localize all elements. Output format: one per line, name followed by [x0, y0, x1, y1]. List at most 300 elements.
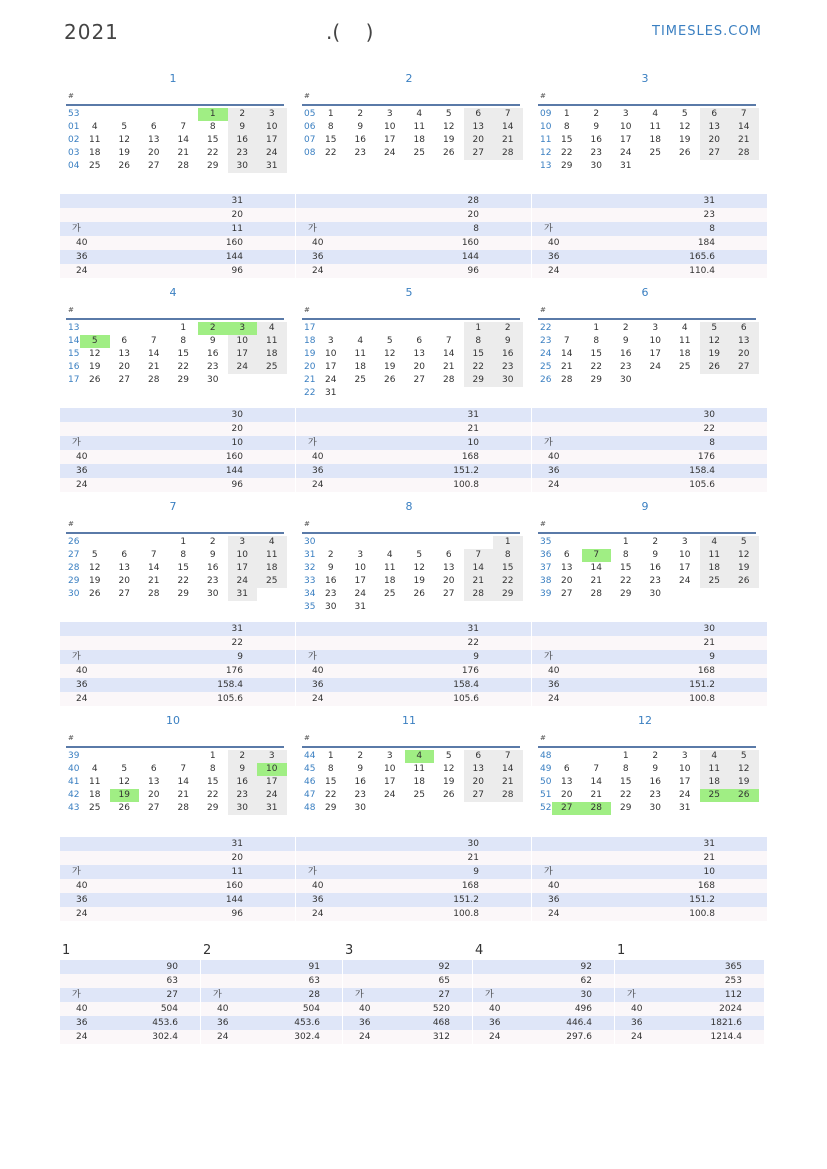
day-cell[interactable]: 17: [679, 563, 691, 573]
day-cell[interactable]: 1: [593, 323, 600, 333]
day-cell[interactable]: [464, 601, 494, 614]
day-cell[interactable]: 25: [649, 148, 661, 158]
day-cell[interactable]: 23: [228, 147, 258, 160]
day-cell[interactable]: [729, 588, 759, 601]
day-cell[interactable]: 24: [257, 789, 287, 802]
day-cell[interactable]: 24: [228, 361, 258, 374]
day-cell[interactable]: [80, 536, 110, 549]
day-cell[interactable]: [316, 536, 346, 549]
day-cell[interactable]: 20: [464, 134, 494, 147]
day-cell[interactable]: 30: [228, 802, 258, 815]
day-cell[interactable]: 1: [180, 537, 187, 547]
day-cell[interactable]: 3: [622, 109, 629, 119]
day-cell[interactable]: 10: [354, 563, 366, 573]
day-cell[interactable]: 7: [180, 122, 187, 132]
day-cell[interactable]: 5: [729, 750, 759, 763]
day-cell[interactable]: 7: [493, 750, 523, 763]
day-cell[interactable]: [257, 588, 287, 601]
day-cell[interactable]: 5: [121, 764, 128, 774]
day-cell[interactable]: 2: [652, 537, 659, 547]
day-cell[interactable]: 11: [89, 135, 101, 145]
day-cell[interactable]: 2: [652, 751, 659, 761]
day-cell[interactable]: 20: [148, 790, 160, 800]
day-cell[interactable]: 22: [207, 148, 219, 158]
day-cell[interactable]: 12: [118, 777, 130, 787]
day-cell[interactable]: 5: [445, 109, 452, 119]
day-cell[interactable]: 30: [649, 803, 661, 813]
day-cell[interactable]: 4: [91, 122, 98, 132]
day-cell[interactable]: 11: [257, 335, 287, 348]
day-cell[interactable]: 30: [325, 602, 337, 612]
day-cell[interactable]: 27: [148, 161, 160, 171]
holiday-day-cell[interactable]: 27: [552, 802, 582, 815]
day-cell[interactable]: 6: [700, 108, 730, 121]
day-cell[interactable]: 15: [590, 349, 602, 359]
day-cell[interactable]: [493, 387, 523, 400]
day-cell[interactable]: 17: [257, 134, 287, 147]
day-cell[interactable]: 13: [118, 563, 130, 573]
day-cell[interactable]: 6: [464, 750, 494, 763]
day-cell[interactable]: 3: [681, 751, 688, 761]
day-cell[interactable]: 13: [729, 335, 759, 348]
day-cell[interactable]: 14: [493, 121, 523, 134]
day-cell[interactable]: 30: [649, 589, 661, 599]
day-cell[interactable]: 25: [700, 575, 730, 588]
day-cell[interactable]: [729, 160, 759, 173]
day-cell[interactable]: 28: [729, 147, 759, 160]
day-cell[interactable]: 11: [413, 122, 425, 132]
day-cell[interactable]: 31: [325, 388, 337, 398]
day-cell[interactable]: 25: [257, 361, 287, 374]
day-cell[interactable]: 2: [357, 109, 364, 119]
day-cell[interactable]: 17: [228, 562, 258, 575]
day-cell[interactable]: [670, 160, 700, 173]
day-cell[interactable]: 4: [386, 550, 393, 560]
day-cell[interactable]: 31: [620, 161, 632, 171]
day-cell[interactable]: 27: [118, 375, 130, 385]
day-cell[interactable]: 16: [325, 576, 337, 586]
day-cell[interactable]: 14: [177, 777, 189, 787]
day-cell[interactable]: 10: [325, 349, 337, 359]
day-cell[interactable]: [228, 374, 258, 387]
day-cell[interactable]: 3: [357, 550, 364, 560]
day-cell[interactable]: 9: [209, 550, 216, 560]
day-cell[interactable]: 29: [620, 589, 632, 599]
day-cell[interactable]: 29: [207, 161, 219, 171]
day-cell[interactable]: 12: [118, 135, 130, 145]
day-cell[interactable]: 1: [493, 536, 523, 549]
day-cell[interactable]: 13: [443, 563, 455, 573]
day-cell[interactable]: [346, 536, 376, 549]
day-cell[interactable]: 16: [493, 348, 523, 361]
day-cell[interactable]: 30: [228, 160, 258, 173]
day-cell[interactable]: 22: [561, 148, 573, 158]
day-cell[interactable]: 23: [649, 790, 661, 800]
day-cell[interactable]: 7: [593, 764, 600, 774]
day-cell[interactable]: 22: [620, 576, 632, 586]
day-cell[interactable]: 14: [590, 777, 602, 787]
day-cell[interactable]: 11: [700, 549, 730, 562]
day-cell[interactable]: 11: [700, 763, 730, 776]
day-cell[interactable]: 1: [464, 322, 494, 335]
day-cell[interactable]: 21: [493, 134, 523, 147]
day-cell[interactable]: 29: [620, 803, 632, 813]
day-cell[interactable]: 24: [649, 362, 661, 372]
day-cell[interactable]: 15: [207, 135, 219, 145]
day-cell[interactable]: [375, 387, 405, 400]
day-cell[interactable]: 28: [148, 375, 160, 385]
day-cell[interactable]: 26: [89, 589, 101, 599]
day-cell[interactable]: 19: [384, 362, 396, 372]
day-cell[interactable]: 12: [384, 349, 396, 359]
day-cell[interactable]: 10: [228, 335, 258, 348]
day-cell[interactable]: 12: [700, 335, 730, 348]
day-cell[interactable]: 9: [622, 336, 629, 346]
day-cell[interactable]: 16: [649, 777, 661, 787]
day-cell[interactable]: 31: [354, 602, 366, 612]
day-cell[interactable]: 22: [177, 576, 189, 586]
day-cell[interactable]: 3: [257, 750, 287, 763]
day-cell[interactable]: 17: [325, 362, 337, 372]
day-cell[interactable]: 18: [413, 135, 425, 145]
day-cell[interactable]: 18: [700, 776, 730, 789]
day-cell[interactable]: 22: [590, 362, 602, 372]
day-cell[interactable]: 29: [464, 374, 494, 387]
holiday-day-cell[interactable]: 2: [198, 322, 228, 335]
day-cell[interactable]: 3: [386, 109, 393, 119]
day-cell[interactable]: [700, 374, 730, 387]
day-cell[interactable]: 19: [679, 135, 691, 145]
day-cell[interactable]: 14: [561, 349, 573, 359]
day-cell[interactable]: [169, 108, 199, 121]
day-cell[interactable]: 20: [413, 362, 425, 372]
day-cell[interactable]: 28: [561, 375, 573, 385]
day-cell[interactable]: [641, 160, 671, 173]
day-cell[interactable]: 4: [700, 536, 730, 549]
day-cell[interactable]: 25: [89, 161, 101, 171]
day-cell[interactable]: 29: [177, 589, 189, 599]
day-cell[interactable]: 8: [622, 550, 629, 560]
day-cell[interactable]: 23: [493, 361, 523, 374]
day-cell[interactable]: 10: [620, 122, 632, 132]
day-cell[interactable]: 2: [209, 537, 216, 547]
day-cell[interactable]: 2: [327, 550, 334, 560]
day-cell[interactable]: [405, 322, 435, 335]
day-cell[interactable]: 24: [257, 147, 287, 160]
day-cell[interactable]: 7: [464, 549, 494, 562]
day-cell[interactable]: 27: [464, 147, 494, 160]
day-cell[interactable]: [434, 387, 464, 400]
day-cell[interactable]: 13: [561, 563, 573, 573]
day-cell[interactable]: [257, 374, 287, 387]
day-cell[interactable]: 7: [180, 764, 187, 774]
day-cell[interactable]: [139, 322, 169, 335]
day-cell[interactable]: 27: [464, 789, 494, 802]
day-cell[interactable]: 12: [679, 122, 691, 132]
day-cell[interactable]: [493, 601, 523, 614]
day-cell[interactable]: 16: [590, 135, 602, 145]
day-cell[interactable]: 18: [413, 777, 425, 787]
day-cell[interactable]: [405, 802, 435, 815]
day-cell[interactable]: 6: [729, 322, 759, 335]
day-cell[interactable]: [434, 322, 464, 335]
day-cell[interactable]: 4: [257, 536, 287, 549]
day-cell[interactable]: 1: [327, 751, 334, 761]
holiday-day-cell[interactable]: 25: [700, 789, 730, 802]
day-cell[interactable]: 16: [228, 776, 258, 789]
day-cell[interactable]: 10: [649, 336, 661, 346]
day-cell[interactable]: 10: [384, 764, 396, 774]
day-cell[interactable]: 9: [228, 763, 258, 776]
day-cell[interactable]: 3: [327, 336, 334, 346]
holiday-day-cell[interactable]: 1: [198, 108, 228, 121]
day-cell[interactable]: 29: [493, 588, 523, 601]
day-cell[interactable]: 5: [445, 751, 452, 761]
day-cell[interactable]: 9: [593, 122, 600, 132]
day-cell[interactable]: 4: [416, 109, 423, 119]
day-cell[interactable]: 1: [209, 751, 216, 761]
day-cell[interactable]: 5: [91, 550, 98, 560]
day-cell[interactable]: [139, 750, 169, 763]
day-cell[interactable]: 13: [464, 121, 494, 134]
day-cell[interactable]: 15: [177, 563, 189, 573]
day-cell[interactable]: 12: [729, 549, 759, 562]
day-cell[interactable]: 17: [620, 135, 632, 145]
day-cell[interactable]: 8: [180, 336, 187, 346]
day-cell[interactable]: 12: [729, 763, 759, 776]
day-cell[interactable]: [110, 108, 140, 121]
day-cell[interactable]: 31: [679, 803, 691, 813]
day-cell[interactable]: 20: [729, 348, 759, 361]
day-cell[interactable]: [110, 750, 140, 763]
day-cell[interactable]: 14: [177, 135, 189, 145]
day-cell[interactable]: 6: [563, 764, 570, 774]
day-cell[interactable]: 18: [257, 348, 287, 361]
holiday-day-cell[interactable]: 3: [228, 322, 258, 335]
day-cell[interactable]: 15: [177, 349, 189, 359]
day-cell[interactable]: 19: [700, 348, 730, 361]
day-cell[interactable]: 1: [327, 109, 334, 119]
day-cell[interactable]: 28: [464, 588, 494, 601]
day-cell[interactable]: 9: [357, 122, 364, 132]
day-cell[interactable]: [729, 802, 759, 815]
day-cell[interactable]: 17: [649, 349, 661, 359]
day-cell[interactable]: [80, 750, 110, 763]
day-cell[interactable]: 4: [652, 109, 659, 119]
day-cell[interactable]: 19: [729, 562, 759, 575]
day-cell[interactable]: 26: [118, 803, 130, 813]
day-cell[interactable]: [670, 374, 700, 387]
day-cell[interactable]: 7: [445, 336, 452, 346]
day-cell[interactable]: 10: [257, 121, 287, 134]
day-cell[interactable]: 3: [228, 536, 258, 549]
day-cell[interactable]: 8: [622, 764, 629, 774]
day-cell[interactable]: 29: [590, 375, 602, 385]
day-cell[interactable]: 8: [493, 549, 523, 562]
day-cell[interactable]: [434, 802, 464, 815]
day-cell[interactable]: 1: [180, 323, 187, 333]
day-cell[interactable]: [552, 750, 582, 763]
day-cell[interactable]: 9: [327, 563, 334, 573]
holiday-day-cell[interactable]: 26: [729, 789, 759, 802]
holiday-day-cell[interactable]: 19: [110, 789, 140, 802]
day-cell[interactable]: 15: [325, 777, 337, 787]
day-cell[interactable]: 12: [443, 122, 455, 132]
day-cell[interactable]: 20: [118, 362, 130, 372]
day-cell[interactable]: 29: [561, 161, 573, 171]
day-cell[interactable]: [405, 387, 435, 400]
day-cell[interactable]: 22: [177, 362, 189, 372]
day-cell[interactable]: 27: [413, 375, 425, 385]
day-cell[interactable]: 21: [464, 575, 494, 588]
day-cell[interactable]: 27: [700, 147, 730, 160]
day-cell[interactable]: 23: [354, 148, 366, 158]
day-cell[interactable]: 21: [493, 776, 523, 789]
day-cell[interactable]: 18: [700, 562, 730, 575]
day-cell[interactable]: 15: [207, 777, 219, 787]
day-cell[interactable]: 24: [384, 148, 396, 158]
day-cell[interactable]: 7: [729, 108, 759, 121]
day-cell[interactable]: [582, 536, 612, 549]
day-cell[interactable]: 21: [148, 362, 160, 372]
day-cell[interactable]: 7: [150, 336, 157, 346]
day-cell[interactable]: 21: [177, 148, 189, 158]
day-cell[interactable]: 11: [649, 122, 661, 132]
day-cell[interactable]: 25: [89, 803, 101, 813]
day-cell[interactable]: 5: [121, 122, 128, 132]
day-cell[interactable]: 27: [729, 361, 759, 374]
day-cell[interactable]: 30: [207, 589, 219, 599]
day-cell[interactable]: 27: [148, 803, 160, 813]
day-cell[interactable]: [434, 536, 464, 549]
day-cell[interactable]: 26: [89, 375, 101, 385]
day-cell[interactable]: [582, 750, 612, 763]
day-cell[interactable]: 27: [118, 589, 130, 599]
day-cell[interactable]: 5: [416, 550, 423, 560]
day-cell[interactable]: 8: [180, 550, 187, 560]
holiday-day-cell[interactable]: 4: [405, 750, 435, 763]
day-cell[interactable]: 12: [443, 764, 455, 774]
day-cell[interactable]: 8: [327, 764, 334, 774]
day-cell[interactable]: 21: [590, 576, 602, 586]
day-cell[interactable]: 16: [354, 135, 366, 145]
day-cell[interactable]: 25: [257, 575, 287, 588]
day-cell[interactable]: [375, 536, 405, 549]
day-cell[interactable]: 19: [729, 776, 759, 789]
day-cell[interactable]: 20: [443, 576, 455, 586]
day-cell[interactable]: [139, 108, 169, 121]
day-cell[interactable]: 21: [148, 576, 160, 586]
day-cell[interactable]: 18: [679, 349, 691, 359]
day-cell[interactable]: 16: [620, 349, 632, 359]
day-cell[interactable]: 13: [118, 349, 130, 359]
day-cell[interactable]: 13: [148, 135, 160, 145]
day-cell[interactable]: 30: [590, 161, 602, 171]
day-cell[interactable]: 25: [354, 375, 366, 385]
day-cell[interactable]: 5: [700, 322, 730, 335]
day-cell[interactable]: 15: [561, 135, 573, 145]
day-cell[interactable]: 17: [384, 135, 396, 145]
day-cell[interactable]: [641, 374, 671, 387]
day-cell[interactable]: 8: [209, 122, 216, 132]
day-cell[interactable]: [729, 374, 759, 387]
day-cell[interactable]: 11: [413, 764, 425, 774]
day-cell[interactable]: 1: [622, 537, 629, 547]
day-cell[interactable]: 2: [593, 109, 600, 119]
day-cell[interactable]: 28: [148, 589, 160, 599]
day-cell[interactable]: [375, 802, 405, 815]
day-cell[interactable]: [110, 536, 140, 549]
day-cell[interactable]: 16: [228, 134, 258, 147]
day-cell[interactable]: 13: [561, 777, 573, 787]
day-cell[interactable]: 23: [354, 790, 366, 800]
holiday-day-cell[interactable]: 5: [80, 335, 110, 348]
holiday-day-cell[interactable]: 7: [582, 549, 612, 562]
day-cell[interactable]: [552, 322, 582, 335]
day-cell[interactable]: 24: [679, 576, 691, 586]
day-cell[interactable]: 14: [464, 562, 494, 575]
day-cell[interactable]: 23: [590, 148, 602, 158]
day-cell[interactable]: 14: [148, 563, 160, 573]
day-cell[interactable]: 25: [413, 790, 425, 800]
day-cell[interactable]: 11: [257, 549, 287, 562]
day-cell[interactable]: 8: [464, 335, 494, 348]
day-cell[interactable]: 23: [207, 576, 219, 586]
day-cell[interactable]: 13: [148, 777, 160, 787]
day-cell[interactable]: 2: [228, 108, 258, 121]
day-cell[interactable]: 28: [177, 161, 189, 171]
day-cell[interactable]: 7: [150, 550, 157, 560]
day-cell[interactable]: 21: [443, 362, 455, 372]
day-cell[interactable]: 27: [443, 589, 455, 599]
site-logo[interactable]: TIMESLES.COM: [652, 24, 762, 39]
day-cell[interactable]: 24: [325, 375, 337, 385]
day-cell[interactable]: 9: [209, 336, 216, 346]
day-cell[interactable]: [316, 322, 346, 335]
holiday-day-cell[interactable]: 10: [257, 763, 287, 776]
day-cell[interactable]: 4: [257, 322, 287, 335]
day-cell[interactable]: 29: [325, 803, 337, 813]
day-cell[interactable]: 30: [354, 803, 366, 813]
day-cell[interactable]: 26: [443, 148, 455, 158]
day-cell[interactable]: 16: [207, 563, 219, 573]
day-cell[interactable]: [139, 536, 169, 549]
day-cell[interactable]: 1: [563, 109, 570, 119]
day-cell[interactable]: 22: [464, 361, 494, 374]
day-cell[interactable]: 1: [622, 751, 629, 761]
day-cell[interactable]: [493, 802, 523, 815]
day-cell[interactable]: 18: [89, 148, 101, 158]
day-cell[interactable]: 12: [413, 563, 425, 573]
day-cell[interactable]: 17: [384, 777, 396, 787]
day-cell[interactable]: 11: [354, 349, 366, 359]
day-cell[interactable]: 28: [443, 375, 455, 385]
day-cell[interactable]: 4: [700, 750, 730, 763]
day-cell[interactable]: 25: [679, 362, 691, 372]
day-cell[interactable]: 9: [493, 335, 523, 348]
day-cell[interactable]: 8: [563, 122, 570, 132]
day-cell[interactable]: 22: [325, 790, 337, 800]
day-cell[interactable]: 14: [443, 349, 455, 359]
day-cell[interactable]: 20: [464, 776, 494, 789]
day-cell[interactable]: 10: [228, 549, 258, 562]
day-cell[interactable]: 9: [652, 550, 659, 560]
day-cell[interactable]: [700, 588, 730, 601]
day-cell[interactable]: 2: [228, 750, 258, 763]
day-cell[interactable]: 23: [620, 362, 632, 372]
day-cell[interactable]: 6: [563, 550, 570, 560]
day-cell[interactable]: 4: [91, 764, 98, 774]
